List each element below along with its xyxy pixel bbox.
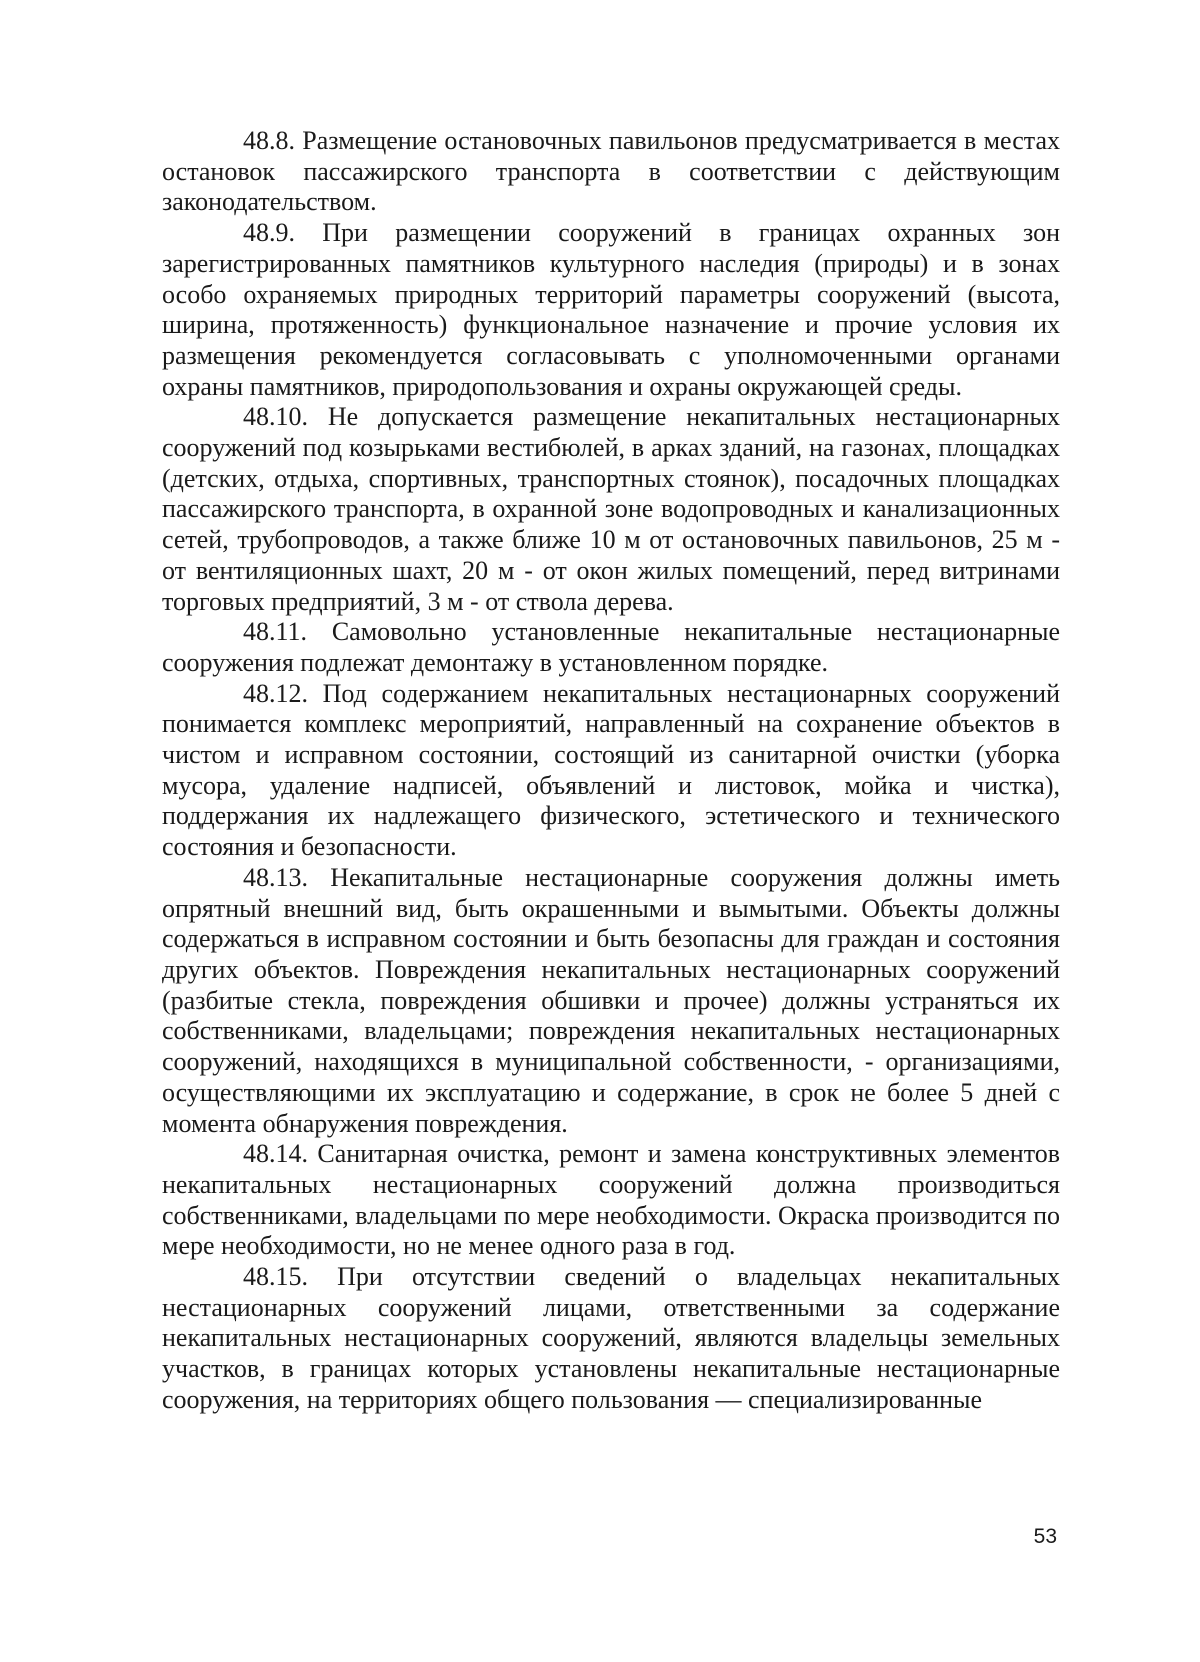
paragraph-48-8: 48.8. Размещение остановочных павильонов предусматривается в местах остановок пассажирского транспорта в соответствии с действующим законодательством. bbox=[162, 126, 1060, 217]
paragraph-48-9: 48.9. При размещении сооружений в границах охранных зон зарегистрированных памятников культурного наследия (природы) и в зонах особо охраняемых природных территорий параметры сооружений (высота, ширина, протяженность) функциональное назначение и прочие условия их размещения рекомендуется согласовывать с уполномоченными органами охраны памятников, природопользования и охраны окружающей среды. bbox=[162, 218, 1060, 401]
paragraph-48-15: 48.15. При отсутствии сведений о владельцах некапитальных нестационарных сооружений лицами, ответственными за содержание некапитальных нестационарных сооружений, являются владельцы земельных участков, в границах которых установлены некапитальные нестационарные сооружения, на территориях общего пользования — специализированные bbox=[162, 1262, 1060, 1414]
paragraph-48-11: 48.11. Самовольно установленные некапитальные нестационарные сооружения подлежат демонтажу в установленном порядке. bbox=[162, 617, 1060, 677]
paragraph-48-10: 48.10. Не допускается размещение некапитальных нестационарных сооружений под козырьками вестибюлей, в арках зданий, на газонах, площадках (детских, отдыха, спортивных, транспортных стоянок), посадочных площадках пассажирского транспорта, в охранной зоне водопроводных и канализационных сетей, трубопроводов, а также ближе 10 м от остановочных павильонов, 25 м - от вентиляционных шахт, 20 м - от окон жилых помещений, перед витринами торговых предприятий, 3 м - от ствола дерева. bbox=[162, 402, 1060, 616]
document-body bbox=[162, 126, 1060, 1416]
paragraph-48-13: 48.13. Некапитальные нестационарные сооружения должны иметь опрятный внешний вид, быть окрашенными и вымытыми. Объекты должны содержаться в исправном состоянии и быть безопасны для граждан и состояния других объектов. Повреждения некапитальных нестационарных сооружений (разбитые стекла, повреждения обшивки и прочее) должны устраняться их собственниками, владельцами; повреждения некапитальных нестационарных сооружений, находящихся в муниципальной собственности, - организациями, осуществляющими их эксплуатацию и содержание, в срок не более 5 дней с момента обнаружения повреждения. bbox=[162, 862, 1060, 1138]
page-number: 53 bbox=[1033, 1525, 1057, 1548]
paragraph-48-14: 48.14. Санитарная очистка, ремонт и замена конструктивных элементов некапитальных нестационарных сооружений должна производиться собственниками, владельцами по мере необходимости. Окраска производится по мере необходимости, но не менее одного раза в год. bbox=[162, 1139, 1061, 1261]
paragraph-48-12: 48.12. Под содержанием некапитальных нестационарных сооружений понимается комплекс мероприятий, направленный на сохранение объектов в чистом и исправном состоянии, состоящий из санитарной очистки (уборка мусора, удаление надписей, объявлений и листовок, мойка и чистка), поддержания их надлежащего физического, эстетического и технического состояния и безопасности. bbox=[162, 678, 1060, 862]
